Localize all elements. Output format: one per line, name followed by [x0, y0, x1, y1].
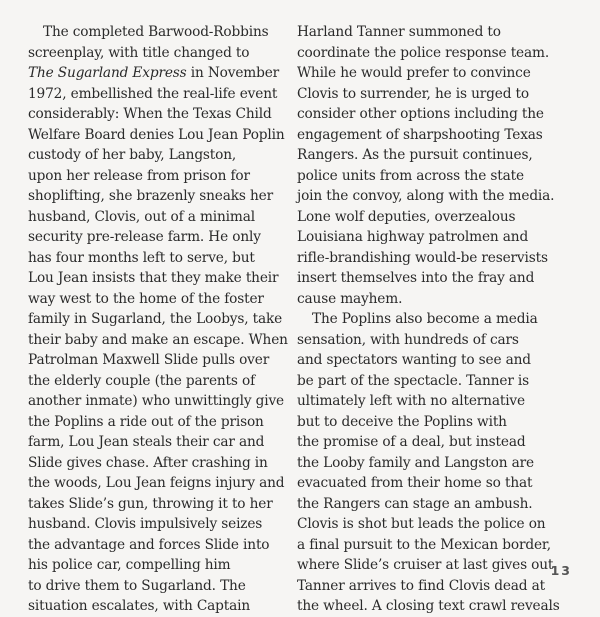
text-line: family in Sugarland, the Loobys, take: [28, 311, 283, 327]
text-line: the Looby family and Langston are: [297, 454, 534, 471]
text-line: While he would prefer to convince: [297, 65, 531, 81]
page-number: 13: [550, 563, 572, 578]
text-line: Clovis is shot but leads the police on: [297, 516, 546, 532]
text-line: the Rangers can stage an ambush.: [297, 495, 533, 512]
text-line: Clovis to surrender, he is urged to: [297, 85, 529, 102]
text-line: cause mayhem.: [297, 290, 403, 307]
text-line: engagement of sharpshooting Texas: [297, 126, 543, 143]
text-fragment: in November: [190, 65, 280, 81]
text-line: The Poplins also become a media: [312, 311, 538, 327]
text-line: ultimately left with no alternative: [297, 393, 525, 409]
text-line: rifle-brandishing would-be reservists: [297, 249, 548, 266]
text-line: the wheel. A closing text crawl reveals: [297, 598, 560, 614]
text-line: evacuated from their home so that: [297, 475, 533, 491]
text-line: to drive them to Sugarland. The: [28, 577, 246, 594]
text-line: his police car, compelling him: [28, 557, 231, 573]
left-text-column: [28, 22, 304, 617]
text-line: insert themselves into the fray and: [297, 270, 535, 286]
text-line: police units from across the state: [297, 167, 524, 184]
text-line: but to deceive the Poplins with: [297, 413, 507, 430]
text-line: takes Slide’s gun, throwing it to her: [28, 495, 273, 512]
text-line: upon her release from prison for: [28, 167, 250, 184]
text-line: farm, Lou Jean steals their car and: [28, 434, 265, 450]
text-line: husband, Clovis, out of a minimal: [28, 208, 255, 225]
text-line: [28, 63, 304, 84]
text-line: another inmate) who unwittingly give: [28, 393, 284, 409]
text-line: consider other options including the: [297, 106, 544, 122]
text-line: custody of her baby, Langston,: [28, 147, 237, 163]
text-line: the advantage and forces Slide into: [28, 536, 270, 553]
text-line: join the convoy, along with the media.: [297, 188, 555, 204]
text-line: the promise of a deal, but instead: [297, 434, 526, 450]
text-line: shoplifting, she brazenly sneaks her: [28, 188, 273, 204]
text-line: and spectators wanting to see and: [297, 352, 531, 368]
text-line: security pre-release farm. He only: [28, 229, 261, 245]
text-line: coordinate the police response team.: [297, 44, 550, 61]
text-line: their baby and make an escape. When: [28, 331, 288, 348]
text-line: 1972, embellished the real-life event: [28, 85, 278, 102]
text-line: situation escalates, with Captain: [28, 598, 251, 614]
text-line: way west to the home of the foster: [28, 290, 264, 307]
text-line: where Slide’s cruiser at last gives out.: [297, 557, 558, 573]
text-line: has four months left to serve, but: [28, 249, 255, 266]
text-line: Patrolman Maxwell Slide pulls over: [28, 352, 270, 368]
text-line: the elderly couple (the parents of: [28, 372, 255, 389]
text-line: Rangers. As the pursuit continues,: [297, 147, 533, 163]
text-line: the Poplins a ride out of the prison: [28, 413, 264, 430]
text-line: Welfare Board denies Lou Jean Poplin: [28, 126, 285, 143]
text-line: Slide gives chase. After crashing in: [28, 454, 268, 471]
text-line: The completed Barwood-Robbins: [43, 24, 269, 40]
text-line: Tanner arrives to find Clovis dead at: [297, 577, 545, 594]
film-title: The Sugarland Express: [28, 65, 187, 81]
text-line: Harland Tanner summoned to: [297, 24, 501, 40]
text-line: Louisiana highway patrolmen and: [297, 229, 529, 245]
text-line: considerably: When the Texas Child: [28, 106, 272, 122]
text-line: Lone wolf deputies, overzealous: [297, 208, 516, 225]
text-line: Lou Jean insists that they make their: [28, 270, 279, 286]
text-line: screenplay, with title changed to: [28, 44, 250, 61]
text-line: a final pursuit to the Mexican border,: [297, 536, 552, 553]
text-line: sensation, with hundreds of cars: [297, 331, 519, 348]
text-line: husband. Clovis impulsively seizes: [28, 516, 263, 532]
right-text-column: [297, 22, 573, 617]
text-line: the woods, Lou Jean feigns injury and: [28, 475, 285, 491]
text-line: be part of the spectacle. Tanner is: [297, 372, 530, 389]
